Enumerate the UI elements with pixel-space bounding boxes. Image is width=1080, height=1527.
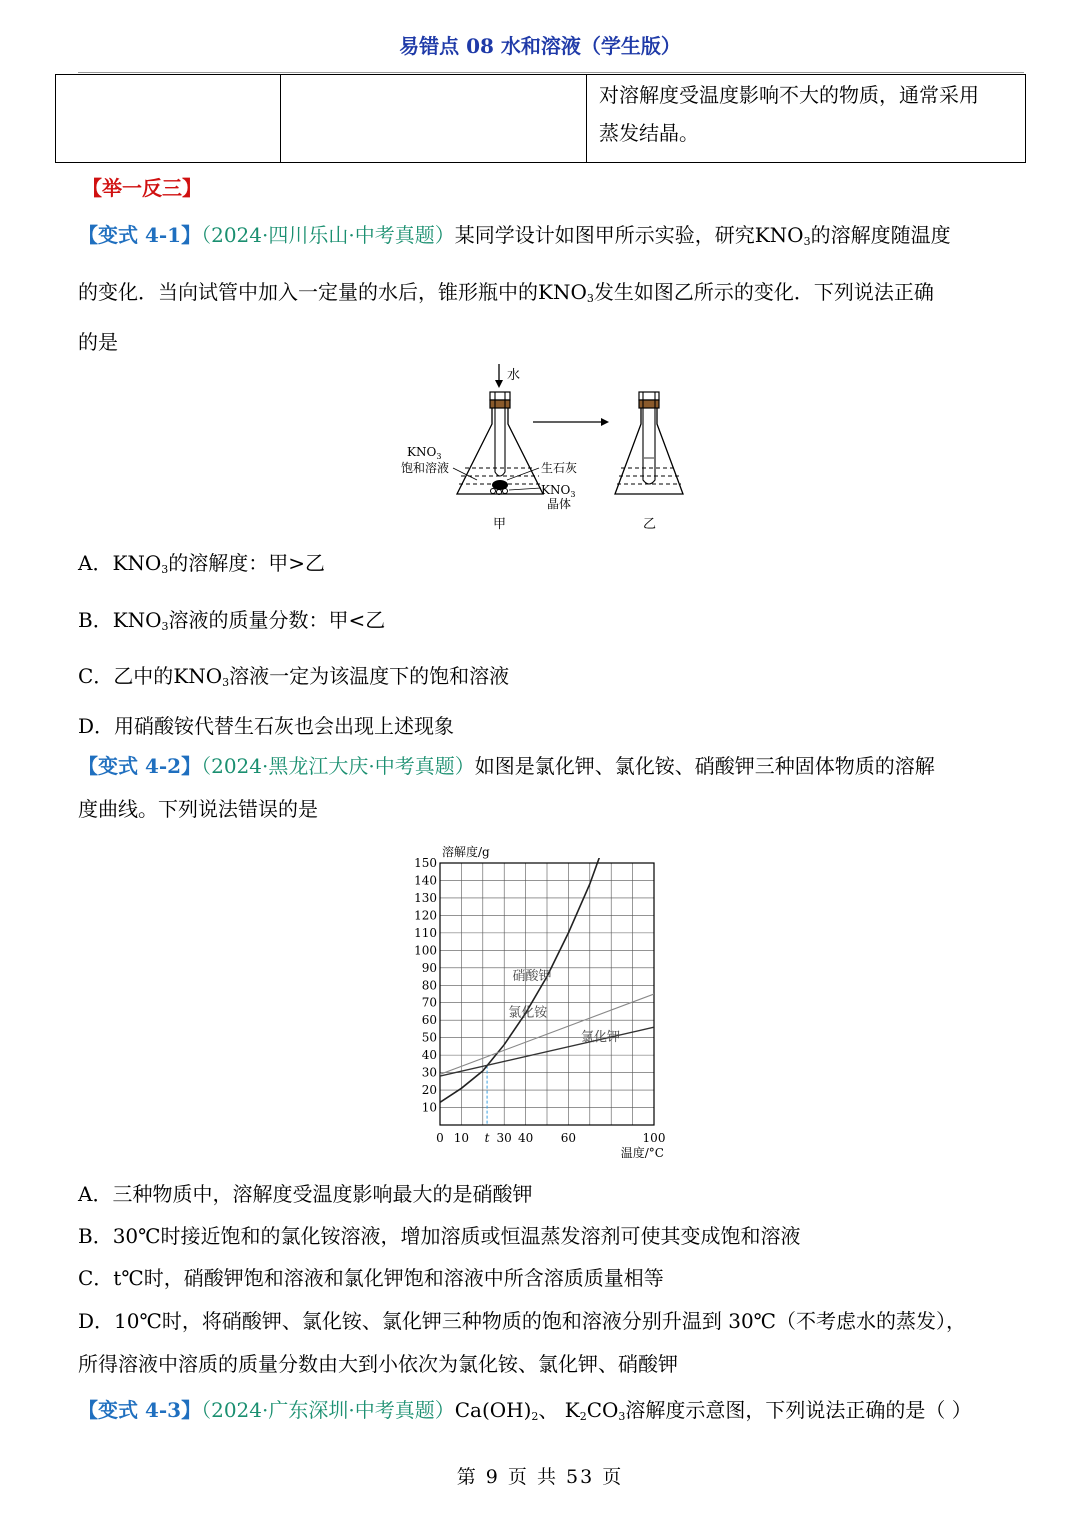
label-jia: 甲	[493, 517, 507, 532]
q1-line2a: 的变化．当向试管中加入一定量的水后，锥形瓶中的	[78, 280, 538, 304]
table-cell	[281, 75, 587, 163]
flask-yi	[615, 392, 683, 494]
x-tick-label: 40	[517, 1131, 534, 1145]
q1-source: （2024·四川乐山·中考真题）	[201, 223, 455, 247]
table-cell-line: 对溶解度受温度影响不大的物质，通常采用	[599, 83, 979, 107]
x-tick-label: 30	[496, 1131, 512, 1145]
y-axis-label: 溶解度/g	[442, 845, 490, 859]
q2-option-a: A．三种物质中，溶解度受温度影响最大的是硝酸钾	[78, 1182, 533, 1206]
table-cell-line: 蒸发结晶。	[599, 121, 699, 145]
header-rule	[78, 72, 1024, 73]
q1-option-a: A．$KNO_3$的溶解度：甲>乙	[78, 551, 326, 576]
water-label: 水	[507, 368, 521, 383]
y-tick-label: 70	[421, 995, 437, 1010]
q2-option-d: D．10℃时，将硝酸钾、氯化铵、氯化钾三种物质的饱和溶液分别升温到 30℃（不考虑水的蒸发），	[78, 1309, 967, 1333]
x-axis-label: 温度/°C	[620, 1146, 664, 1158]
q1-chem-2: $KNO_3$	[538, 280, 594, 305]
summary-table	[55, 74, 1026, 163]
kno3-crystal-label: $KNO_3$	[541, 483, 576, 499]
x-tick-label: 100	[642, 1131, 666, 1145]
y-tick-label: 120	[414, 908, 437, 923]
y-tick-label: 50	[421, 1030, 437, 1045]
x-tick-label: 0	[436, 1131, 444, 1145]
y-tick-label: 130	[414, 890, 437, 905]
y-tick-label: 100	[414, 943, 437, 958]
q1-line2b: 发生如图乙所示的变化．下列说法正确	[593, 280, 934, 304]
flask-figure	[395, 362, 695, 534]
x-tick-label: 60	[560, 1131, 577, 1145]
q2-option-b: B．30℃时接近饱和的氯化铵溶液，增加溶质或恒温蒸发溶剂可使其变成饱和溶液	[78, 1224, 801, 1248]
y-tick-label: 150	[414, 856, 437, 870]
label-yi: 乙	[643, 517, 657, 532]
y-tick-label: 80	[421, 978, 437, 993]
y-tick-label: 20	[421, 1083, 437, 1098]
q3-tag: 【变式 4-3】	[78, 1398, 202, 1422]
q3-stem: 【变式 4-3】（2024·广东深圳·中考真题）$Ca(OH)_2$、 $K_2CO_3$溶解度示意图，下列说法正确的是（ ）	[78, 1398, 972, 1423]
flask-jia	[457, 392, 543, 495]
water-arrowhead	[495, 380, 503, 388]
q2-stem-line2: 度曲线。下列说法错误的是	[78, 797, 318, 821]
q1-tag: 【变式 4-1】	[78, 223, 202, 247]
y-tick-label: 30	[421, 1065, 437, 1080]
series-label: 氯化铵	[508, 1005, 548, 1021]
q1-stem-line3: 的是	[78, 330, 118, 354]
kno3-solution-label: $KNO_3$	[407, 445, 442, 461]
q2-option-d-cont: 所得溶液中溶质的质量分数由大到小依次为氯化铵、氯化钾、硝酸钾	[78, 1352, 678, 1376]
series-label: 氯化钾	[580, 1030, 621, 1046]
q1-stem-b: 的溶解度随温度	[810, 223, 951, 247]
q2-stem-line1: 【变式 4-2】（2024·黑龙江大庆·中考真题）如图是氯化钾、氯化铵、硝酸钾三种固体物质的溶解	[78, 754, 935, 778]
q1-stem-line1	[78, 221, 1018, 256]
page-header-title: 易错点 08 水和溶液（学生版）	[399, 34, 681, 58]
page-footer: 第 9 页 共 53 页	[456, 1466, 624, 1488]
y-tick-label: 40	[421, 1048, 437, 1063]
q1-stem-line2	[78, 278, 1018, 313]
x-tick-label: 10	[453, 1131, 470, 1145]
q1-option-d: D．用硝酸铵代替生石灰也会出现上述现象	[78, 714, 455, 738]
q1-chem: $KNO_3$	[754, 223, 811, 248]
q2-tag: 【变式 4-2】	[78, 754, 202, 778]
crystal-label: 晶体	[547, 497, 572, 511]
series-label: 硝酸钾	[512, 969, 552, 985]
y-tick-label: 90	[421, 960, 437, 975]
solubility-chart	[400, 838, 670, 1158]
quicklime-label: 生石灰	[541, 461, 578, 475]
section-title: 【举一反三】	[82, 176, 202, 200]
saturated-solution-label: 饱和溶液	[401, 461, 450, 475]
y-tick-label: 110	[414, 925, 437, 940]
y-tick-label: 10	[421, 1100, 437, 1115]
x-tick-label: t	[484, 1131, 490, 1145]
q2-option-c: C．t℃时，硝酸钾饱和溶液和氯化钾饱和溶液中所含溶质质量相等	[78, 1266, 664, 1290]
q1-option-c: C．乙中的$KNO_3$溶液一定为该温度下的饱和溶液	[78, 664, 510, 689]
table-cell	[56, 75, 281, 163]
q1-stem-a: 某同学设计如图甲所示实验，研究	[454, 223, 755, 247]
y-tick-label: 140	[414, 873, 437, 888]
q2-source: （2024·黑龙江大庆·中考真题）	[201, 754, 475, 778]
y-tick-label: 60	[421, 1013, 437, 1028]
q3-source: （2024·广东深圳·中考真题）	[201, 1398, 455, 1422]
table-cell-text	[587, 75, 1026, 163]
q1-option-b: B．$KNO_3$溶液的质量分数：甲<乙	[78, 608, 386, 633]
